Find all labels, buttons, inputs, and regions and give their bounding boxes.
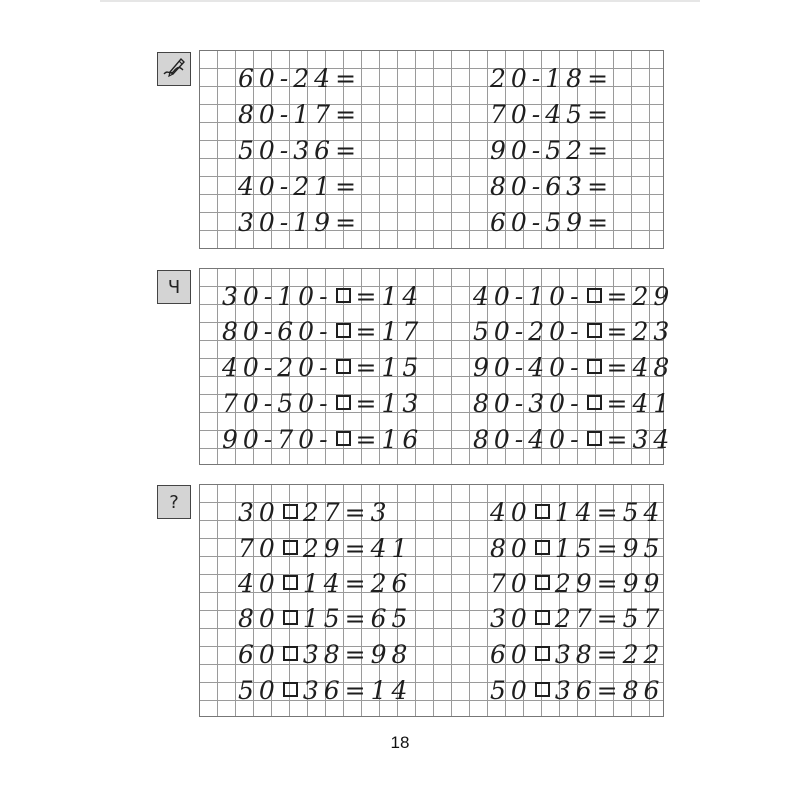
expr-part-b: 36=86: [554, 675, 665, 705]
expr-part-b: =34: [606, 424, 675, 454]
operator-box: [283, 540, 298, 555]
expr-part-a: 70-50-: [222, 388, 333, 418]
operator-box: [283, 610, 298, 625]
expr-part-a: 70: [238, 533, 280, 563]
s3-right-row-2: [490, 533, 664, 563]
expr-part-a: 80: [490, 533, 532, 563]
operator-box: [535, 540, 550, 555]
s1-right-row-3: 90-52=: [490, 135, 614, 165]
s1-right-row-2: 70-45=: [490, 99, 614, 129]
expr-part-a: 60: [238, 639, 280, 669]
operator-box: [283, 646, 298, 661]
expr-part-a: 40: [490, 497, 532, 527]
s2-left-row-1: [222, 281, 423, 311]
answer-box: [336, 395, 351, 410]
expr-part-b: 15=65: [302, 603, 413, 633]
s1-left-row-2: 80-17=: [238, 99, 362, 129]
expr-part-a: 80-40-: [473, 424, 584, 454]
expr-part-a: 50: [490, 675, 532, 705]
answer-box: [587, 323, 602, 338]
expr-part-b: 27=57: [554, 603, 665, 633]
expr-part-b: 27=3: [302, 497, 392, 527]
operator-box: [535, 646, 550, 661]
expr-part-b: =17: [355, 316, 424, 346]
s3-left-row-3: [238, 568, 412, 598]
s2-right-row-4: [473, 388, 674, 418]
answer-box: [336, 288, 351, 303]
s1-left-row-4: 40-21=: [238, 171, 362, 201]
s3-left-row-6: [238, 675, 412, 705]
expr-part-b: =29: [606, 281, 675, 311]
expr-part-b: =23: [606, 316, 675, 346]
answer-box: [336, 323, 351, 338]
expr-part-b: 29=99: [554, 568, 665, 598]
operator-box: [283, 575, 298, 590]
expr-part-a: 30: [490, 603, 532, 633]
expr-part-a: 70: [490, 568, 532, 598]
expr-part-b: =15: [355, 352, 424, 382]
expr-part-a: 50: [238, 675, 280, 705]
expr-part-a: 90-40-: [473, 352, 584, 382]
expr-part-b: 14=26: [302, 568, 413, 598]
pencil-writing-icon: [161, 55, 187, 84]
section3-badge: ?: [157, 485, 191, 519]
s3-left-row-1: [238, 497, 391, 527]
answer-box: [336, 359, 351, 374]
s1-right-row-4: 80-63=: [490, 171, 614, 201]
expr-part-b: 14=54: [554, 497, 665, 527]
s3-right-row-5: [490, 639, 664, 669]
s3-left-row-5: [238, 639, 412, 669]
s2-right-row-2: [473, 316, 674, 346]
s3-right-row-6: [490, 675, 664, 705]
section2-badge: Ч: [157, 270, 191, 304]
expr-part-b: =16: [355, 424, 424, 454]
s3-right-row-4: [490, 603, 664, 633]
operator-box: [535, 575, 550, 590]
page-number: 18: [390, 733, 410, 752]
expr-part-a: 30: [238, 497, 280, 527]
expr-part-b: 38=98: [302, 639, 413, 669]
s2-left-row-5: [222, 424, 423, 454]
operator-box: [535, 610, 550, 625]
operator-box: [283, 504, 298, 519]
expr-part-b: 15=95: [554, 533, 665, 563]
expr-part-b: =48: [606, 352, 675, 382]
operator-box: [535, 682, 550, 697]
answer-box: [587, 359, 602, 374]
s3-left-row-4: [238, 603, 412, 633]
page-top-edge: [100, 0, 700, 2]
s3-right-row-1: [490, 497, 664, 527]
s2-right-row-5: [473, 424, 674, 454]
expr-part-b: 38=22: [554, 639, 665, 669]
answer-box: [336, 431, 351, 446]
s2-right-row-3: [473, 352, 674, 382]
s3-right-row-3: [490, 568, 664, 598]
s1-right-row-1: 20-18=: [490, 63, 614, 93]
answer-box: [587, 288, 602, 303]
operator-box: [535, 504, 550, 519]
expr-part-a: 30-10-: [222, 281, 333, 311]
s2-left-row-2: [222, 316, 423, 346]
expr-part-b: =13: [355, 388, 424, 418]
expr-part-a: 80-60-: [222, 316, 333, 346]
expr-part-b: =41: [606, 388, 675, 418]
s2-right-row-1: [473, 281, 674, 311]
expr-part-a: 80-30-: [473, 388, 584, 418]
expr-part-a: 40-20-: [222, 352, 333, 382]
expr-part-a: 90-70-: [222, 424, 333, 454]
s1-left-row-3: 50-36=: [238, 135, 362, 165]
s1-left-row-1: 60-24=: [238, 63, 362, 93]
s2-left-row-4: [222, 388, 423, 418]
expr-part-a: 40-10-: [473, 281, 584, 311]
s1-right-row-5: 60-59=: [490, 207, 614, 237]
expr-part-b: =14: [355, 281, 424, 311]
answer-box: [587, 431, 602, 446]
answer-box: [587, 395, 602, 410]
s1-left-row-5: 30-19=: [238, 207, 362, 237]
s2-left-row-3: [222, 352, 423, 382]
expr-part-a: 50-20-: [473, 316, 584, 346]
expr-part-b: 36=14: [302, 675, 413, 705]
expr-part-a: 60: [490, 639, 532, 669]
expr-part-b: 29=41: [302, 533, 413, 563]
operator-box: [283, 682, 298, 697]
expr-part-a: 80: [238, 603, 280, 633]
expr-part-a: 40: [238, 568, 280, 598]
section1-badge: [157, 52, 191, 86]
s3-left-row-2: [238, 533, 412, 563]
